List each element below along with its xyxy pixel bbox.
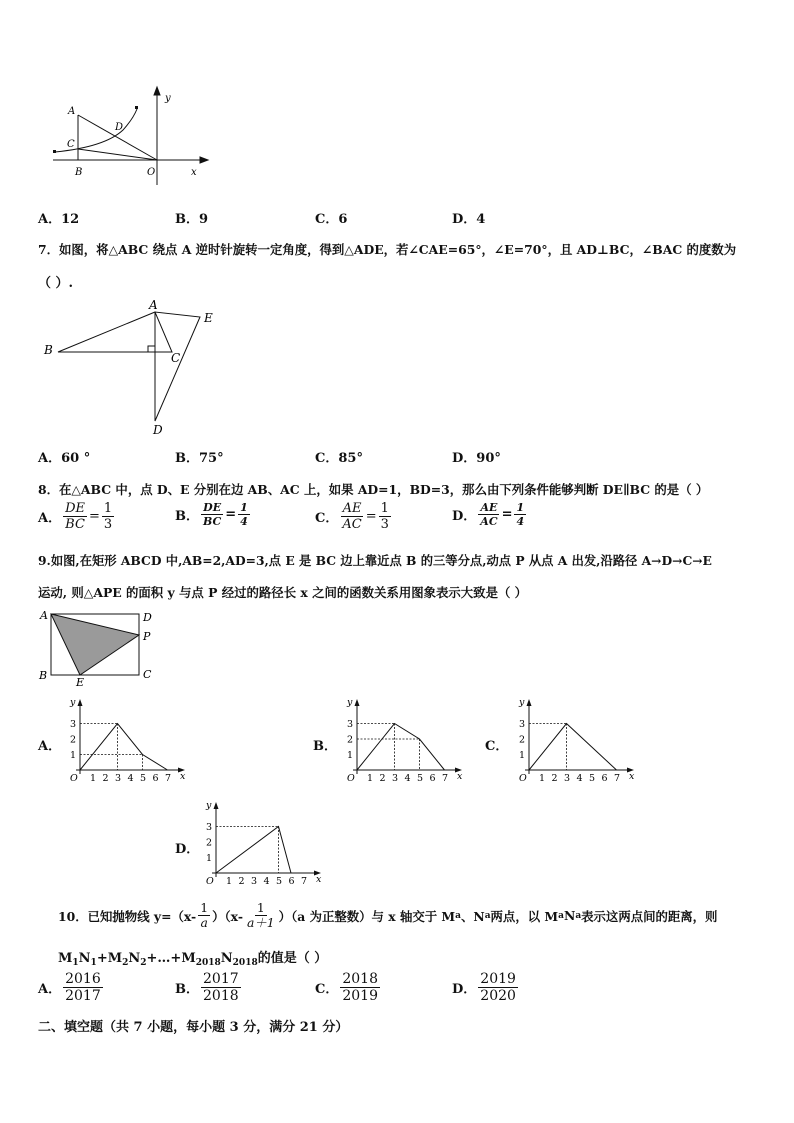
q6-option-c[interactable]: C．6 bbox=[315, 212, 348, 227]
q7-stem-line2: （ ）. bbox=[38, 276, 74, 291]
x-arrow bbox=[200, 157, 208, 163]
x-tick-label: 7 bbox=[301, 876, 308, 887]
x-tick-label: 3 bbox=[115, 773, 122, 784]
x-tick-label: 7 bbox=[614, 773, 621, 784]
numerator: 2018 bbox=[342, 971, 378, 987]
origin-label: O bbox=[206, 876, 214, 887]
x-tick-label: 1 bbox=[90, 773, 97, 784]
y-axis-arrow bbox=[78, 699, 83, 706]
x-axis-label: x bbox=[316, 874, 322, 885]
numerator: DE bbox=[203, 501, 222, 514]
label-a: A bbox=[149, 298, 158, 312]
label-b: B bbox=[39, 669, 48, 682]
y-axis-arrow bbox=[214, 802, 219, 809]
graph-a bbox=[60, 696, 190, 784]
x-tick-label: 3 bbox=[392, 773, 399, 784]
triangle-ape bbox=[51, 614, 139, 675]
q8-option-d[interactable] bbox=[452, 502, 528, 527]
q10-mid: ）（x- bbox=[212, 908, 243, 924]
letter: D． bbox=[452, 982, 477, 997]
numerator: 1 bbox=[516, 501, 525, 514]
denominator: a bbox=[200, 915, 208, 931]
q7-figure bbox=[38, 298, 228, 438]
x-tick-label: 1 bbox=[539, 773, 546, 784]
y-tick-label: 2 bbox=[206, 837, 213, 849]
y-tick-label: 3 bbox=[70, 719, 77, 730]
x-tick-label: 5 bbox=[417, 773, 424, 784]
label-p: P bbox=[143, 630, 151, 643]
q8-option-b-letter: B． bbox=[175, 509, 199, 524]
sub-a: a bbox=[455, 910, 461, 921]
q8-option-b-fraction-left bbox=[201, 502, 223, 527]
q8-option-b-fraction-right bbox=[238, 502, 250, 527]
x-tick-label: 3 bbox=[564, 773, 571, 784]
q10-stem-line1 bbox=[58, 902, 717, 930]
q10-fraction-1 bbox=[198, 902, 210, 930]
origin-label: O bbox=[347, 773, 355, 784]
fraction bbox=[63, 972, 103, 1003]
x-axis-label: x bbox=[180, 771, 186, 782]
x-tick-label: 6 bbox=[601, 773, 608, 784]
equals: = bbox=[225, 507, 237, 522]
equals: = bbox=[365, 509, 377, 524]
equals: = bbox=[501, 507, 513, 522]
q8-option-c-letter: C． bbox=[315, 511, 339, 526]
q9-option-c-letter[interactable]: C． bbox=[485, 739, 509, 754]
sub: 2018 bbox=[195, 958, 221, 968]
x-tick-label: 5 bbox=[140, 773, 147, 784]
q10-stem-line2 bbox=[58, 947, 327, 968]
denominator: BC bbox=[65, 517, 85, 532]
label-y: y bbox=[165, 93, 171, 104]
q10-option-a[interactable] bbox=[38, 972, 105, 1003]
denominator: AC bbox=[480, 515, 498, 528]
denominator: 3 bbox=[380, 517, 389, 532]
x-tick-label: 6 bbox=[288, 876, 295, 887]
q7-stem-line1: 7．如图，将△ABC 绕点 A 逆时针旋转一定角度，得到△ADE，若∠CAE=65°，∠E=70°，且 AD⊥BC，∠BAC 的度数为 bbox=[38, 242, 737, 257]
q6-option-d[interactable]: D．4 bbox=[452, 212, 486, 227]
label-d: D bbox=[143, 611, 152, 624]
x-tick-label: 4 bbox=[127, 773, 134, 784]
text-end: 的值是（ ） bbox=[257, 951, 328, 966]
q8-option-a-letter: A． bbox=[38, 511, 62, 526]
q9-option-b-letter[interactable]: B． bbox=[313, 739, 337, 754]
numerator: 2019 bbox=[480, 971, 516, 987]
label-b: B bbox=[75, 167, 83, 178]
label-e: E bbox=[204, 311, 213, 325]
q10-option-d[interactable] bbox=[452, 972, 520, 1003]
numerator: AE bbox=[480, 501, 498, 514]
x-tick-label: 2 bbox=[238, 876, 245, 887]
y-tick-label: 3 bbox=[519, 719, 526, 730]
letter: B． bbox=[175, 982, 199, 997]
q8-option-a-fraction-right bbox=[102, 502, 114, 531]
q8-option-a[interactable] bbox=[38, 502, 116, 531]
equals: = bbox=[89, 509, 100, 524]
q9-rectangle-figure bbox=[36, 606, 161, 686]
numerator: AE bbox=[342, 501, 362, 516]
origin-label: O bbox=[519, 773, 527, 784]
denominator: 2020 bbox=[480, 988, 516, 1004]
numerator: 1 bbox=[200, 900, 209, 915]
q7-option-c[interactable]: C．85° bbox=[315, 451, 363, 466]
sub-a: a bbox=[558, 910, 564, 921]
curve-end-left bbox=[53, 150, 56, 153]
q10-pre: 10．已知抛物线 y=（x- bbox=[58, 908, 197, 924]
q10-fraction-2 bbox=[245, 902, 277, 930]
function-line bbox=[216, 827, 291, 874]
label-x: x bbox=[191, 167, 197, 178]
y-axis-label: y bbox=[519, 697, 525, 708]
fraction bbox=[201, 972, 241, 1003]
label-e: E bbox=[76, 676, 85, 686]
numerator: 2016 bbox=[65, 971, 101, 987]
x-tick-label: 4 bbox=[404, 773, 411, 784]
y-tick-label: 2 bbox=[519, 734, 526, 746]
q10-option-c[interactable] bbox=[315, 972, 382, 1003]
label-d: D bbox=[153, 423, 163, 437]
q7-option-a[interactable]: A．60 ° bbox=[38, 451, 91, 466]
numerator: DE bbox=[65, 501, 86, 516]
denominator: a＋1 bbox=[246, 915, 275, 931]
label-c: C bbox=[67, 139, 75, 150]
function-line bbox=[529, 724, 617, 771]
denominator: 2018 bbox=[203, 988, 239, 1004]
y-axis-label: y bbox=[347, 697, 353, 708]
denominator: 4 bbox=[240, 515, 248, 528]
right-angle-mark bbox=[148, 346, 155, 352]
denominator: BC bbox=[203, 515, 222, 528]
text-n: N bbox=[220, 951, 233, 966]
y-axis-arrow bbox=[527, 699, 532, 706]
denominator: 2017 bbox=[65, 988, 101, 1004]
function-line bbox=[80, 724, 168, 771]
y-tick-label: 1 bbox=[206, 853, 213, 864]
letter: C． bbox=[315, 982, 339, 997]
y-tick-label: 1 bbox=[519, 750, 526, 761]
segment-co bbox=[78, 149, 157, 160]
x-tick-label: 7 bbox=[165, 773, 172, 784]
graph-d bbox=[196, 799, 326, 887]
y-tick-label: 3 bbox=[206, 822, 213, 833]
origin-label: O bbox=[70, 773, 78, 784]
q9-option-a-letter[interactable]: A． bbox=[38, 739, 62, 754]
x-tick-label: 6 bbox=[429, 773, 436, 784]
numerator: 1 bbox=[240, 501, 248, 514]
denominator: 3 bbox=[103, 517, 113, 532]
denominator: 4 bbox=[516, 515, 525, 528]
label-b: B bbox=[44, 343, 53, 357]
q8-option-a-fraction-left bbox=[63, 502, 87, 531]
y-axis-label: y bbox=[70, 697, 76, 708]
x-axis-label: x bbox=[629, 771, 635, 782]
q10-option-b[interactable] bbox=[175, 972, 243, 1003]
q8-option-d-fraction-right bbox=[514, 502, 526, 527]
q8-stem: 8．在△ABC 中，点 D、E 分别在边 AB、AC 上，如果 AD=1，BD=3，那么由下列条件能够判断 DE∥BC 的是（ ） bbox=[38, 482, 709, 497]
numerator: 2017 bbox=[203, 971, 239, 987]
section-2-title: 二、填空题（共 7 小题，每小题 3 分，满分 21 分） bbox=[38, 1020, 349, 1035]
x-axis-label: x bbox=[457, 771, 463, 782]
q9-stem-line2: 运动, 则△APE 的面积 y 与点 P 经过的路径长 x 之间的函数关系用图象表示大致是（ ） bbox=[38, 585, 528, 600]
y-tick-label: 3 bbox=[347, 719, 354, 730]
x-tick-label: 2 bbox=[102, 773, 109, 784]
x-tick-label: 1 bbox=[226, 876, 233, 887]
label-o: O bbox=[147, 167, 156, 178]
q8-option-c[interactable] bbox=[315, 502, 393, 531]
q10-post3: 表示这两点间的距离，则 bbox=[581, 908, 718, 924]
denominator: 2019 bbox=[342, 988, 378, 1004]
label-c: C bbox=[143, 668, 152, 681]
denominator: AC bbox=[342, 517, 362, 532]
x-tick-label: 7 bbox=[442, 773, 449, 784]
q10-mid2: 、N bbox=[460, 908, 485, 924]
text-plus-m: +M bbox=[96, 951, 123, 966]
q10-n: N bbox=[563, 908, 576, 924]
y-tick-label: 2 bbox=[347, 734, 354, 746]
y-axis-label: y bbox=[206, 800, 212, 811]
sub-a: a bbox=[575, 910, 582, 921]
x-tick-label: 4 bbox=[576, 773, 583, 784]
text-n: N bbox=[78, 951, 91, 966]
x-tick-label: 6 bbox=[152, 773, 159, 784]
y-tick-label: 1 bbox=[70, 750, 77, 761]
fraction bbox=[340, 972, 380, 1003]
q9-stem-line1: 9.如图,在矩形 ABCD 中,AB=2,AD=3,点 E 是 BC 边上靠近点 B 的三等分点,动点 P 从点 A 出发,沿路径 A→D→C→E bbox=[38, 553, 712, 568]
x-tick-label: 5 bbox=[589, 773, 596, 784]
letter: A． bbox=[38, 982, 62, 997]
q7-option-b[interactable]: B．75° bbox=[175, 451, 224, 466]
text-m: M bbox=[58, 951, 73, 966]
q8-option-c-fraction-left bbox=[340, 502, 363, 531]
y-axis-arrow bbox=[355, 699, 360, 706]
graph-c bbox=[509, 696, 639, 784]
sub: 2 bbox=[122, 958, 129, 968]
fraction bbox=[478, 972, 518, 1003]
sub: 2 bbox=[140, 958, 147, 968]
y-tick-label: 2 bbox=[70, 734, 77, 746]
numerator: 1 bbox=[380, 501, 389, 516]
x-tick-label: 4 bbox=[263, 876, 270, 887]
q9-option-d-letter[interactable]: D． bbox=[175, 842, 200, 857]
sub: 1 bbox=[72, 958, 79, 968]
x-tick-label: 3 bbox=[251, 876, 258, 887]
q8-option-d-fraction-left bbox=[478, 502, 499, 527]
numerator: 1 bbox=[103, 501, 113, 516]
text-dots-m: +…+M bbox=[146, 951, 196, 966]
q6-option-b[interactable]: B．9 bbox=[175, 212, 209, 227]
x-tick-label: 5 bbox=[276, 876, 283, 887]
label-c: C bbox=[171, 351, 181, 365]
x-tick-label: 2 bbox=[551, 773, 558, 784]
q8-option-b[interactable] bbox=[175, 502, 252, 527]
label-d: D bbox=[115, 122, 124, 133]
function-line bbox=[357, 724, 445, 771]
y-arrow bbox=[154, 87, 160, 95]
q6-figure bbox=[45, 85, 215, 185]
label-a: A bbox=[40, 609, 48, 622]
q8-option-c-fraction-right bbox=[379, 502, 391, 531]
sub-a: a bbox=[484, 910, 491, 921]
y-tick-label: 1 bbox=[347, 750, 354, 761]
label-a: A bbox=[68, 106, 76, 117]
q6-option-a[interactable]: A．12 bbox=[38, 212, 80, 227]
graph-b bbox=[337, 696, 467, 784]
text-n: N bbox=[128, 951, 141, 966]
q8-option-d-letter: D． bbox=[452, 509, 477, 524]
q7-option-d[interactable]: D．90° bbox=[452, 451, 501, 466]
numerator: 1 bbox=[256, 900, 265, 915]
q10-post2: 两点，以 M bbox=[490, 908, 559, 924]
sub: 1 bbox=[90, 958, 97, 968]
x-tick-label: 1 bbox=[367, 773, 374, 784]
sub: 2018 bbox=[232, 958, 258, 968]
curve-end-right bbox=[135, 106, 138, 109]
x-tick-label: 2 bbox=[379, 773, 386, 784]
q10-post: ）（a 为正整数）与 x 轴交于 M bbox=[278, 908, 456, 924]
